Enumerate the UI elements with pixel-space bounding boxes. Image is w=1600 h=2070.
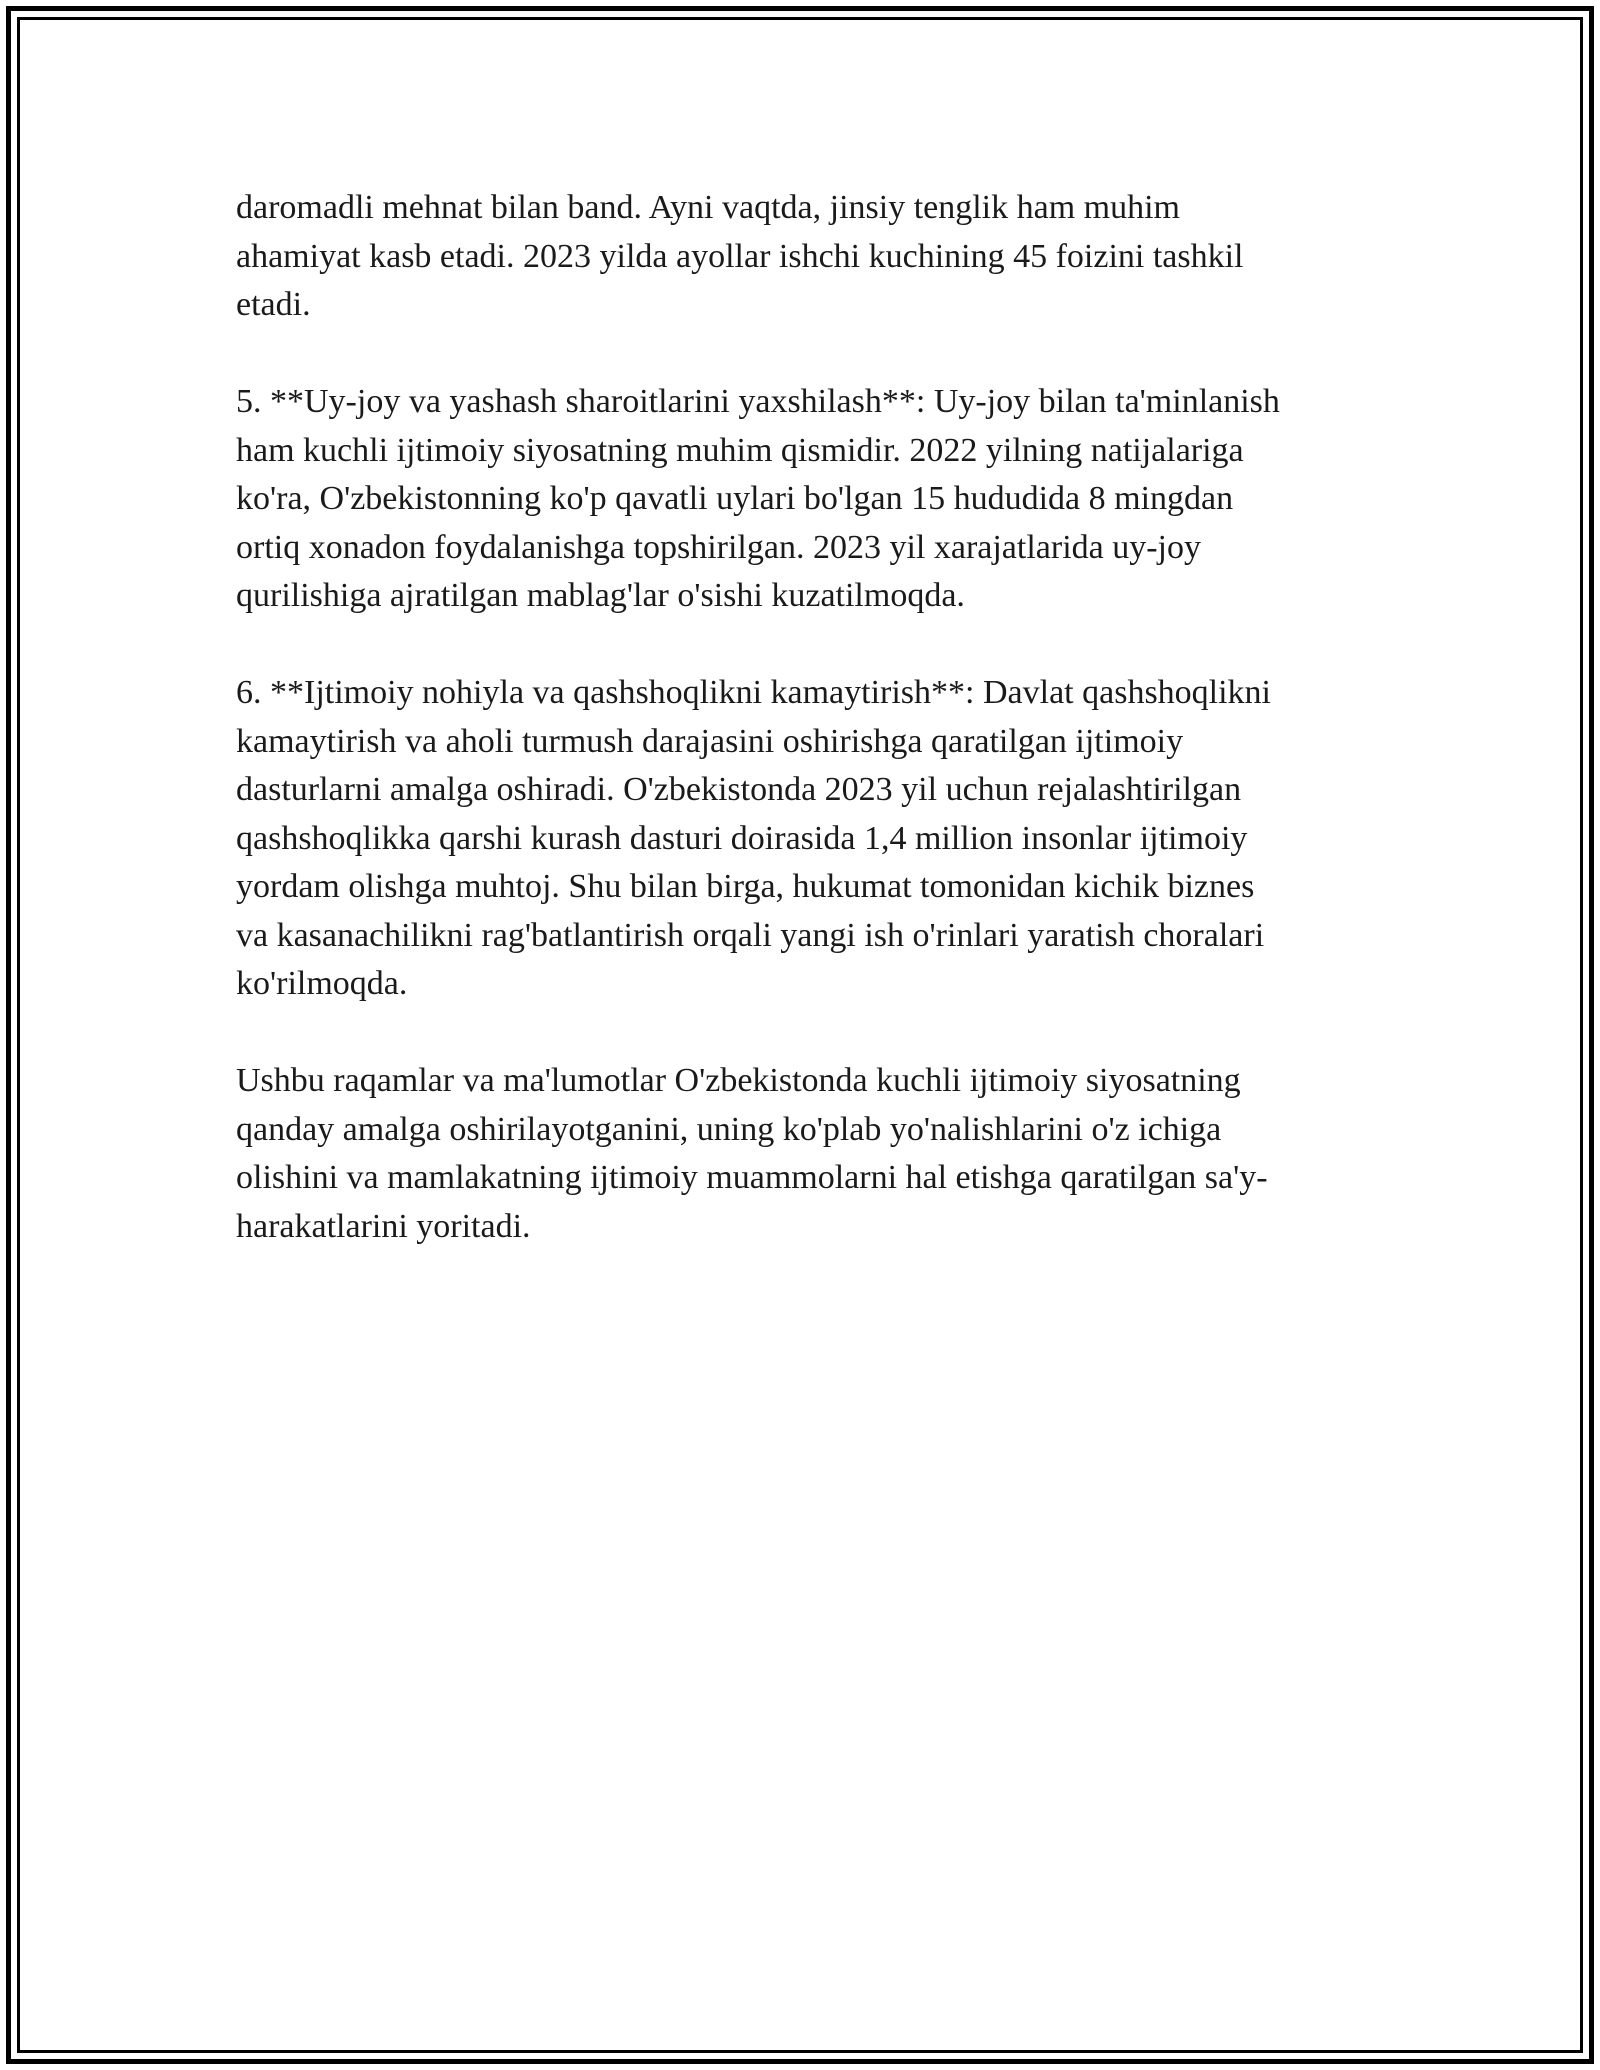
paragraph-poverty-reduction (236, 669, 1376, 1009)
text-line: ko'rilmoqda. (236, 965, 408, 1002)
document-body (236, 184, 1376, 1300)
text-line: harakatlarini yoritadi. (236, 1207, 531, 1245)
paragraph-conclusion (236, 1057, 1376, 1251)
text-line: kamaytirish va aholi turmush darajasini oshirishga qaratilgan ijtimoiy (236, 722, 1184, 760)
text-line: 6. **Ijtimoiy nohiyla va qashshoqlikni kamaytirish**: Davlat qashshoqlikni (236, 674, 1272, 711)
paragraph-housing-conditions (236, 378, 1376, 621)
text-line: yordam olishga muhtoj. Shu bilan birga, hukumat tomonidan kichik biznes (236, 868, 1255, 905)
text-line: qurilishiga ajratilgan mablag'lar o'sishi kuzatilmoqda. (236, 577, 965, 614)
text-line: ham kuchli ijtimoiy siyosatning muhim qismidir. 2022 yilning natijalariga (236, 431, 1244, 469)
text-line: Ushbu raqamlar va ma'lumotlar O'zbekistonda kuchli ijtimoiy siyosatning (236, 1062, 1241, 1099)
text-line: qanday amalga oshirilayotganini, uning ko'plab yo'nalishlarini o'z ichiga (236, 1110, 1222, 1148)
text-line: dasturlarni amalga oshiradi. O'zbekistonda 2023 yil uchun rejalashtirilgan (236, 771, 1242, 808)
text-line: va kasanachilikni rag'batlantirish orqali yangi ish o'rinlari yaratish choralari (236, 916, 1265, 954)
text-line: etadi. (236, 286, 311, 323)
paragraph-labor-gender-equality (236, 184, 1376, 330)
text-line: olishini va mamlakatning ijtimoiy muammolarni hal etishga qaratilgan sa'y- (236, 1159, 1268, 1196)
text-line: ortiq xonadon foydalanishga topshirilgan. 2023 yil xarajatlarida uy-joy (236, 528, 1201, 566)
text-line: 5. **Uy-joy va yashash sharoitlarini yaxshilash**: Uy-joy bilan ta'minlanish (236, 383, 1280, 420)
text-line: ahamiyat kasb etadi. 2023 yilda ayollar ishchi kuchining 45 foizini tashkil (236, 237, 1244, 275)
text-line: daromadli mehnat bilan band. Ayni vaqtda, jinsiy tenglik ham muhim (236, 189, 1180, 226)
text-line: ko'ra, O'zbekistonning ko'p qavatli uylari bo'lgan 15 hududida 8 mingdan (236, 480, 1234, 517)
text-line: qashshoqlikka qarshi kurash dasturi doirasida 1,4 million insonlar ijtimoiy (236, 819, 1248, 857)
